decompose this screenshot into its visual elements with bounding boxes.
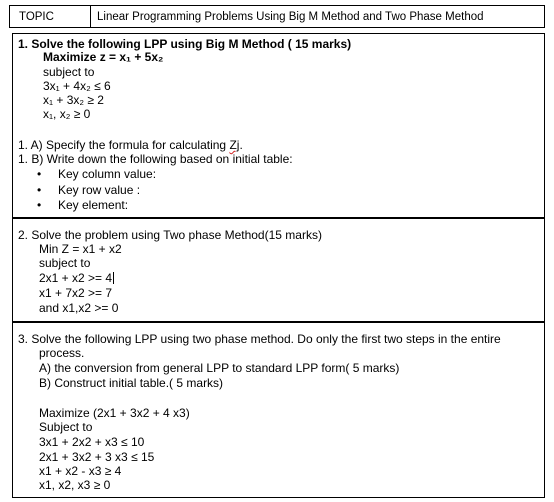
q1-constraint-2: x₁ + 3x₂ ≥ 2 — [43, 93, 104, 107]
q2-objective: Min Z = x1 + x2 — [39, 242, 122, 256]
text-cursor — [113, 272, 114, 284]
q2-constraint-1-text: 2x1 + x2 >= 4 — [39, 271, 113, 285]
q1-constraint-1: 3x₁ + 4x₂ ≤ 6 — [43, 79, 111, 93]
q3-constraint-2: 2x1 + 3x2 + 3 x3 ≤ 15 — [39, 450, 155, 464]
q1-part-a-suffix: . — [239, 138, 243, 152]
q1-part-a — [18, 138, 243, 152]
q3-heading-line-2: process. — [39, 346, 85, 360]
topic-title: Linear Programming Problems Using Big M Method and Two Phase Method — [97, 11, 484, 23]
q1-objective: Maximize z = x₁ + 5x₂ — [43, 50, 164, 64]
q3-part-a: A) the conversion from general LPP to standard LPP form( 5 marks) — [39, 361, 400, 375]
question-1-box — [12, 33, 545, 218]
q1-part-b: 1. B) Write down the following based on initial table: — [18, 152, 293, 166]
q1-bullet-2: Key row value : — [58, 183, 141, 197]
q3-objective: Maximize (2x1 + 3x2 + 4 x3) — [39, 406, 190, 420]
q1-subject-to: subject to — [43, 65, 95, 79]
q1-part-a-prefix: 1. A) Specify the formula for calculating — [18, 138, 230, 152]
q3-constraint-4: x1, x2, x3 ≥ 0 — [39, 478, 111, 492]
q3-part-b: B) Construct initial table.( 5 marks) — [39, 376, 224, 390]
q2-constraint-1 — [39, 271, 114, 285]
q2-heading: 2. Solve the problem using Two phase Method(15 marks) — [18, 228, 322, 242]
q2-constraint-3: and x1,x2 >= 0 — [39, 301, 119, 315]
q3-constraint-3: x1 + x2 - x3 ≥ 4 — [39, 464, 122, 478]
question-2-box — [12, 218, 545, 322]
q2-subject-to: subject to — [39, 256, 91, 270]
topic-label: TOPIC — [19, 11, 54, 23]
q3-heading-line-1: 3. Solve the following LPP using two phase method. Do only the first two steps in the entire — [18, 332, 501, 346]
q2-constraint-2: x1 + 7x2 >= 7 — [39, 286, 113, 300]
q1-constraint-3: x₁, x₂ ≥ 0 — [43, 107, 91, 121]
topic-title-cell — [91, 5, 545, 28]
q1-heading: 1. Solve the following LPP using Big M Method ( 15 marks) — [18, 37, 352, 51]
bullet-dot-icon: • — [37, 198, 42, 212]
question-3-box — [12, 322, 545, 498]
bullet-dot-icon: • — [37, 183, 42, 197]
q1-bullet-3: Key element: — [58, 198, 129, 212]
q1-part-a-term: Zj — [229, 138, 240, 152]
q3-constraint-1: 3x1 + 2x2 + x3 ≤ 10 — [39, 435, 145, 449]
q3-subject-to: Subject to — [39, 420, 93, 434]
topic-label-cell — [9, 5, 91, 28]
q1-bullet-1: Key column value: — [58, 167, 157, 181]
bullet-dot-icon: • — [37, 167, 42, 181]
